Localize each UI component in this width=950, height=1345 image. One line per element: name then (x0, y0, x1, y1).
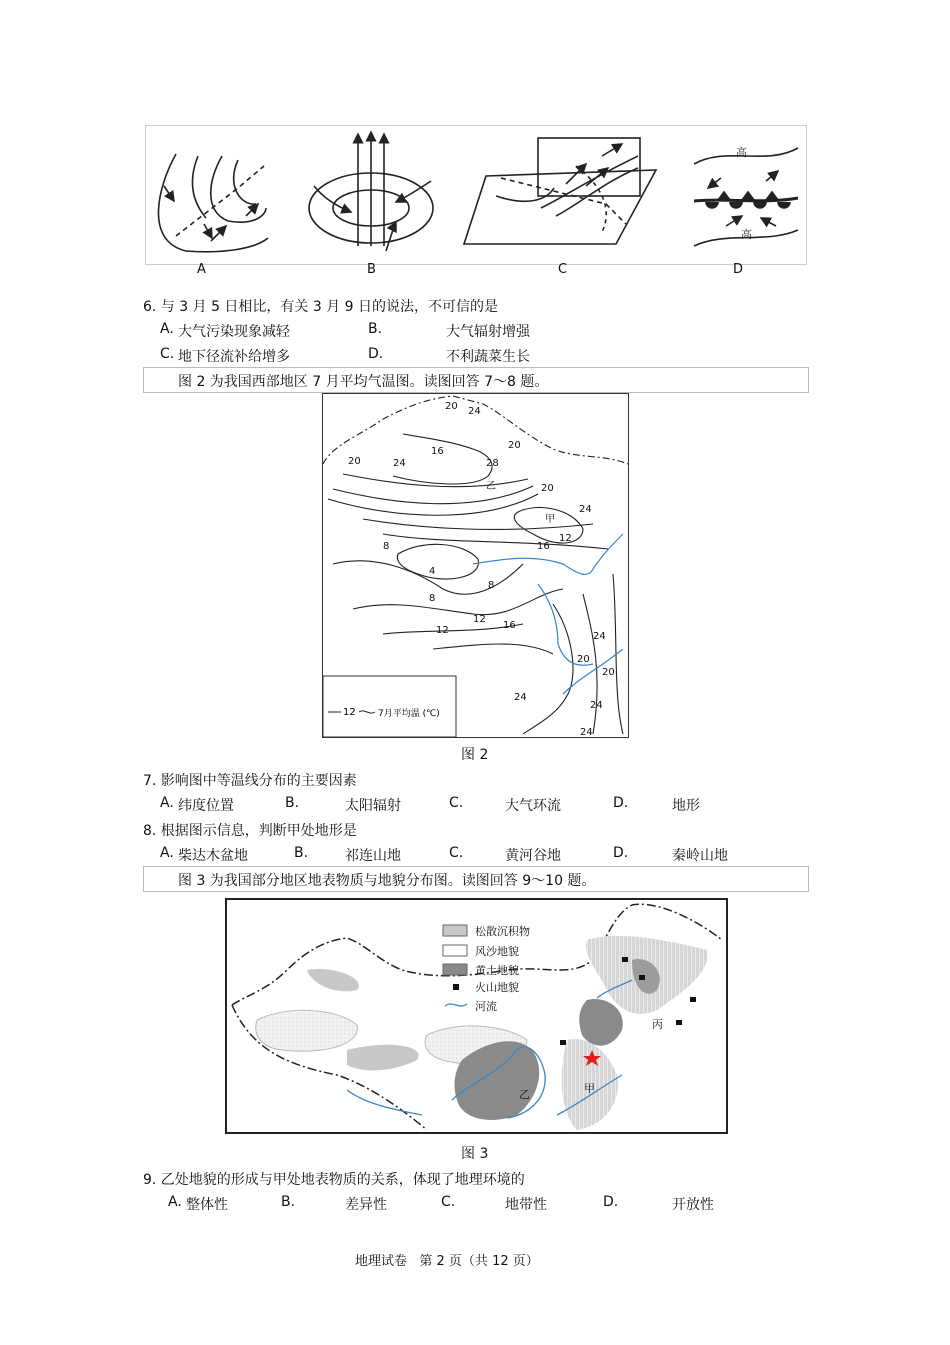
q9-opt-a-letter: A. (168, 1194, 182, 1210)
map3-label-jia: 甲 (584, 1082, 595, 1095)
map3-label-yi: 乙 (519, 1088, 530, 1101)
isotherm-label: 8 (383, 541, 390, 552)
isotherm-label: 20 (445, 401, 458, 412)
q9-stem: 9. 乙处地貌的形成与甲处地表物质的关系，体现了地理环境的 (143, 1172, 525, 1188)
q7-opt-a-letter: A. (160, 795, 174, 811)
q6-opt-b: 大气辐射增强 (446, 324, 530, 340)
isotherm-label: 24 (580, 727, 593, 737)
isotherm-label: 20 (508, 440, 521, 451)
isotherm-label: 20 (602, 667, 615, 678)
fig2-legend (323, 676, 456, 737)
legend-text: 7月平均温 (℃) (378, 709, 440, 719)
isotherm-label: 24 (393, 458, 406, 469)
isotherm-label: 8 (488, 580, 495, 591)
isotherm-label: 24 (468, 406, 481, 417)
q8-opt-b: 祁连山地 (345, 848, 401, 864)
map-label-yi: 乙 (486, 481, 496, 492)
diagram-b-convergence (309, 132, 433, 251)
q6-stem: 6. 与 3 月 5 日相比，有关 3 月 9 日的说法，不可信的是 (143, 299, 499, 315)
intro-figure3 (143, 866, 809, 892)
isotherm-label: 20 (541, 483, 554, 494)
q8-stem: 8. 根据图示信息，判断甲处地形是 (143, 823, 357, 839)
legend-river: 河流 (475, 1000, 497, 1013)
label-a: A (197, 262, 206, 277)
q7-opt-d: 地形 (672, 798, 700, 814)
page-footer: 地理试卷 第 2 页（共 12 页） (355, 1254, 539, 1269)
weather-diagrams-panel (145, 125, 807, 265)
isotherm-label: 28 (486, 458, 499, 469)
isotherm-label: 12 (436, 625, 449, 636)
intro-figure2-text: 图 2 为我国西部地区 7 月平均气温图。读图回答 7～8 题。 (178, 374, 549, 390)
q6-opt-c: 地下径流补给增多 (178, 349, 290, 365)
q7-opt-c: 大气环流 (505, 798, 561, 814)
landform-map-svg (227, 900, 726, 1132)
q6-opt-b-letter: B. (368, 321, 383, 337)
intro-figure2 (143, 367, 809, 393)
intro-figure3-text: 图 3 为我国部分地区地表物质与地貌分布图。读图回答 9～10 题。 (178, 873, 596, 889)
label-d: D (733, 262, 744, 277)
figure2-caption: 图 2 (461, 747, 489, 763)
isotherm-label: 12 (559, 533, 572, 544)
q6-opt-c-letter: C. (160, 346, 175, 362)
q9-opt-c: 地带性 (505, 1197, 547, 1213)
q9-opt-d: 开放性 (672, 1197, 714, 1213)
isotherm-label: 12 (473, 614, 486, 625)
isotherm-label: 4 (429, 566, 436, 577)
q8-opt-a-letter: A. (160, 845, 174, 861)
q7-stem: 7. 影响图中等温线分布的主要因素 (143, 773, 357, 789)
label-c: C (558, 262, 568, 277)
legend-loose: 松散沉积物 (475, 925, 530, 938)
q8-opt-a: 柴达木盆地 (178, 848, 248, 864)
q8-opt-b-letter: B. (294, 845, 309, 861)
q9-opt-a: 整体性 (186, 1197, 228, 1213)
figure3-caption: 图 3 (461, 1146, 489, 1162)
isotherm-map-svg (323, 394, 628, 737)
q9-opt-c-letter: C. (441, 1194, 456, 1210)
q9-opt-d-letter: D. (603, 1194, 619, 1210)
q7-opt-b: 太阳辐射 (345, 798, 401, 814)
isotherm-label: 16 (503, 620, 516, 631)
q6-opt-d: 不利蔬菜生长 (446, 349, 530, 365)
q7-opt-b-letter: B. (285, 795, 300, 811)
isotherm-label: 20 (577, 654, 590, 665)
isotherm-label: 24 (579, 504, 592, 515)
legend-loess: 黄土地貌 (475, 964, 519, 977)
diagram-a-cold-front (158, 154, 268, 252)
isotherm-label: 20 (348, 456, 361, 467)
map3-label-bing: 丙 (652, 1018, 663, 1031)
isotherm-label: 8 (429, 593, 436, 604)
legend-value: 12 (343, 707, 356, 718)
q9-opt-b-letter: B. (281, 1194, 296, 1210)
q8-opt-d-letter: D. (613, 845, 629, 861)
q7-opt-a: 纬度位置 (178, 798, 234, 814)
label-b: B (367, 262, 376, 277)
isotherm-label: 24 (593, 631, 606, 642)
weather-diagrams (146, 126, 806, 264)
diagram-c-cyclone (464, 138, 656, 244)
isotherm-map (322, 393, 629, 738)
landform-map (225, 898, 728, 1134)
d-high-top: 高 (736, 146, 747, 159)
map-label-jia: 甲 (545, 514, 555, 525)
q8-opt-c-letter: C. (449, 845, 464, 861)
q9-opt-b: 差异性 (345, 1197, 387, 1213)
isotherm-label: 16 (537, 541, 550, 552)
q6-opt-a-letter: A. (160, 321, 174, 337)
fig3-legend (443, 924, 530, 1013)
isotherm-label: 16 (431, 446, 444, 457)
isotherm-label: 24 (514, 692, 527, 703)
isotherm-label: 24 (590, 700, 603, 711)
q7-opt-c-letter: C. (449, 795, 464, 811)
q7-opt-d-letter: D. (613, 795, 629, 811)
legend-volcanic: 火山地貌 (475, 981, 519, 994)
legend-aeolian: 风沙地貌 (475, 945, 519, 958)
q6-opt-d-letter: D. (368, 346, 384, 362)
d-high-bottom: 高 (741, 228, 752, 241)
q6-opt-a: 大气污染现象减轻 (178, 324, 290, 340)
q8-opt-d: 秦岭山地 (672, 848, 728, 864)
q8-opt-c: 黄河谷地 (505, 848, 561, 864)
